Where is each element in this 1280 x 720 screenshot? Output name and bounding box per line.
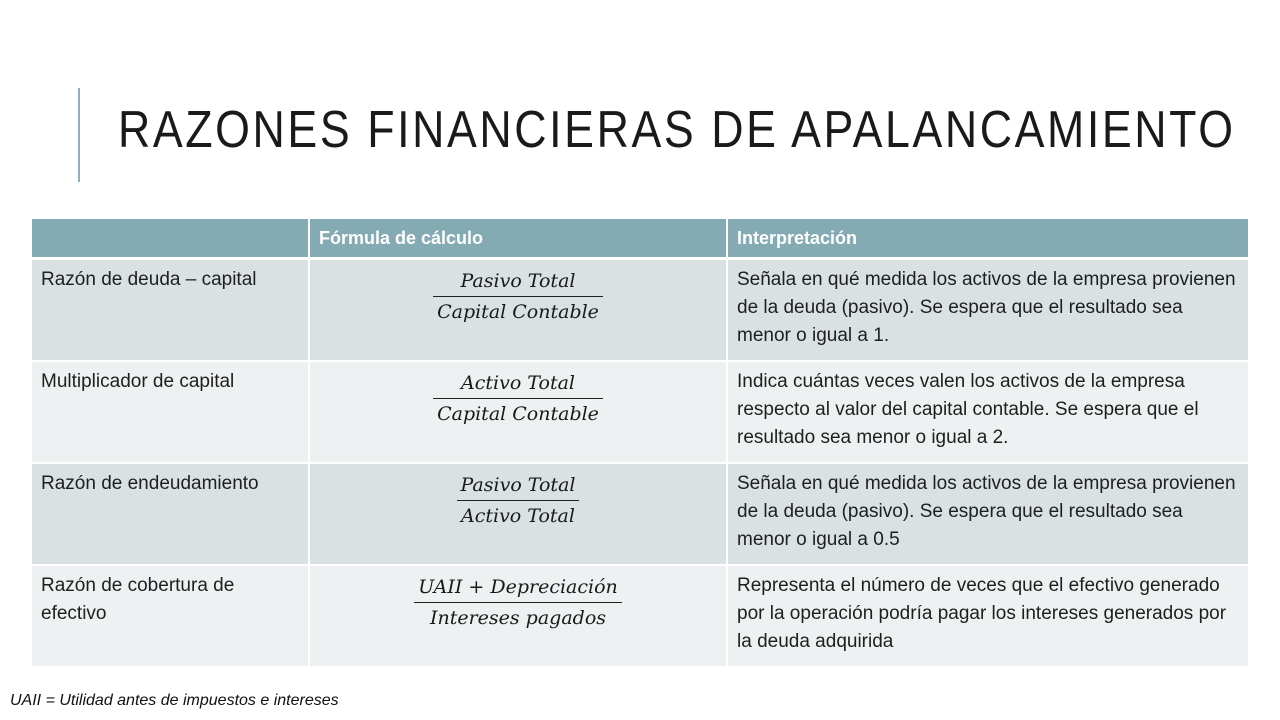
- formula-denominator: Capital Contable: [437, 403, 599, 425]
- ratio-name: Razón de deuda – capital: [32, 259, 309, 362]
- ratio-name: Razón de cobertura de efectivo: [32, 565, 309, 667]
- formula-cell: [309, 565, 727, 667]
- ratio-interpretation: Señala en qué medida los activos de la empresa provienen de la deuda (pasivo). Se espera que el resultado sea menor o igual a 1.: [727, 259, 1249, 362]
- formula-denominator: Intereses pagados: [429, 607, 607, 629]
- table-header-row: [32, 219, 1249, 259]
- formula-cell: [309, 259, 727, 362]
- formula-denominator: Activo Total: [461, 505, 575, 527]
- footnote: UAII = Utilidad antes de impuestos e intereses: [10, 692, 339, 709]
- formula-numerator: Pasivo Total: [460, 270, 576, 292]
- formula-fraction: [433, 266, 603, 327]
- header-empty: [32, 219, 309, 259]
- ratios-table: [32, 219, 1250, 668]
- formula-fraction: [433, 368, 603, 429]
- formula-numerator: Activo Total: [461, 372, 575, 394]
- formula-denominator: Capital Contable: [437, 301, 599, 323]
- page-title: RAZONES FINANCIERAS DE APALANCAMIENTO: [118, 101, 1236, 159]
- header-formula: Fórmula de cálculo: [309, 219, 727, 259]
- table-row: [32, 565, 1249, 667]
- header-interpretation: Interpretación: [727, 219, 1249, 259]
- formula-numerator: UAII + Depreciación: [418, 576, 618, 598]
- ratio-name: Multiplicador de capital: [32, 361, 309, 463]
- ratio-name: Razón de endeudamiento: [32, 463, 309, 565]
- ratio-interpretation: Señala en qué medida los activos de la empresa provienen de la deuda (pasivo). Se espera que el resultado sea menor o igual a 0.5: [727, 463, 1249, 565]
- title-accent-bar: [78, 88, 80, 182]
- table-row: [32, 463, 1249, 565]
- formula-fraction: [414, 572, 622, 633]
- table-row: [32, 361, 1249, 463]
- table-row: [32, 259, 1249, 362]
- formula-numerator: Pasivo Total: [460, 474, 576, 496]
- ratio-interpretation: Representa el número de veces que el efectivo generado por la operación podría pagar los intereses generados por la deuda adquirida: [727, 565, 1249, 667]
- formula-cell: [309, 361, 727, 463]
- ratio-interpretation: Indica cuántas veces valen los activos de la empresa respecto al valor del capital contable. Se espera que el resultado sea menor o igual a 2.: [727, 361, 1249, 463]
- formula-fraction: [457, 470, 580, 531]
- formula-cell: [309, 463, 727, 565]
